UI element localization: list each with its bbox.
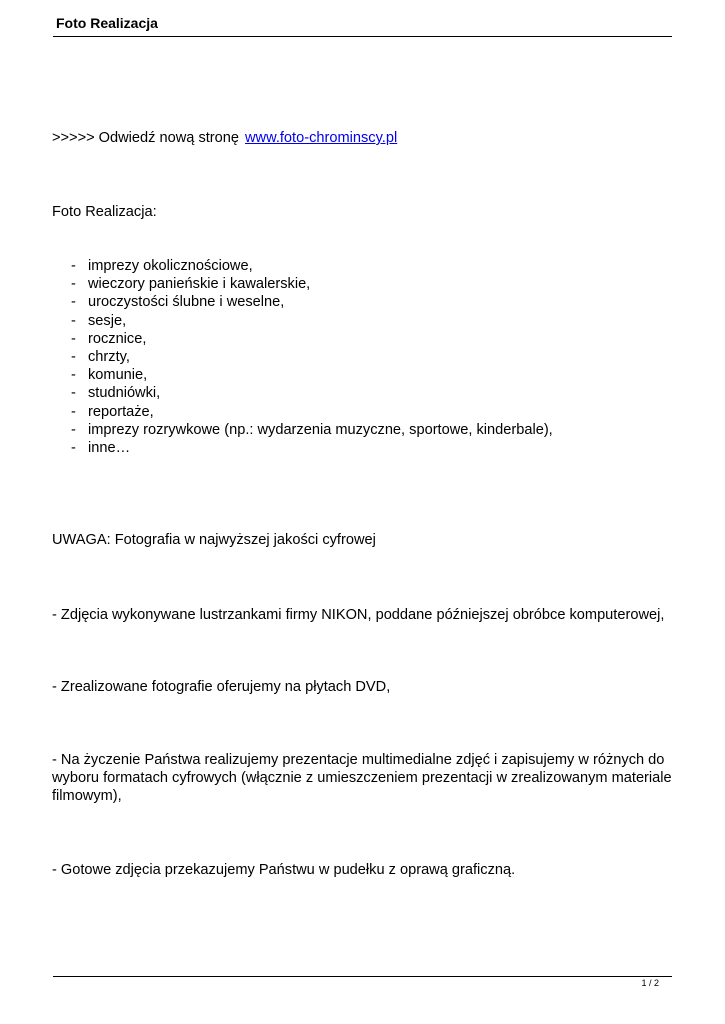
section-title: Foto Realizacja: (52, 204, 157, 220)
paragraph-box: - Gotowe zdjęcia przekazujemy Państwu w pudełku z oprawą graficzną. (52, 862, 516, 878)
list-marker: - (71, 276, 76, 293)
website-link[interactable]: www.foto-chrominscy.pl (245, 130, 398, 146)
page-footer (53, 976, 672, 988)
list-item (52, 275, 553, 293)
list-item (52, 403, 553, 421)
list-item-text: uroczystości ślubne i weselne, (88, 294, 285, 311)
list-item-text: imprezy okolicznościowe, (88, 258, 253, 274)
list-marker: - (71, 258, 76, 274)
note-title: UWAGA: Fotografia w najwyższej jakości cyfrowej (52, 532, 376, 548)
list-marker: - (71, 385, 76, 402)
list-item (52, 293, 553, 311)
services-list (52, 257, 553, 457)
visit-line (52, 129, 397, 147)
list-item (52, 312, 553, 330)
list-item-text: studniówki, (88, 385, 161, 402)
list-item (52, 384, 553, 402)
list-marker: - (71, 330, 76, 347)
list-marker: - (71, 403, 76, 420)
list-marker: - (71, 367, 76, 384)
list-marker: - (71, 312, 76, 329)
list-item-text: reportaże, (88, 403, 154, 420)
list-marker: - (71, 348, 76, 365)
page-header (53, 14, 672, 37)
list-item (52, 366, 553, 384)
paragraph-multimedia: - Na życzenie Państwa realizujemy prezentacje multimedialne zdjęć i zapisujemy w różnych do wyboru formatach cyfrowych (włącznie z umieszczeniem prezentacji w zrealizowanym materiale filmowym), (52, 752, 672, 805)
paragraph-nikon: - Zdjęcia wykonywane lustrzankami firmy NIKON, poddane późniejszej obróbce komputerowej, (52, 607, 665, 623)
paragraph-dvd: - Zrealizowane fotografie oferujemy na płytach DVD, (52, 679, 391, 695)
list-item-text: rocznice, (88, 330, 147, 347)
list-item (52, 348, 553, 366)
list-item-text: sesje, (88, 312, 127, 329)
list-item-text: chrzty, (88, 348, 130, 365)
list-item (52, 257, 553, 275)
list-marker: - (71, 294, 76, 311)
visit-text: >>>>> Odwiedź nową stronę (52, 130, 240, 146)
list-item (52, 421, 553, 439)
page-number: 1 / 2 (641, 978, 659, 988)
list-item-text: komunie, (88, 367, 148, 384)
list-item-text: imprezy rozrywkowe (np.: wydarzenia muzyczne, sportowe, kinderbale), (88, 421, 553, 438)
list-marker: - (71, 421, 76, 438)
list-item-text: wieczory panieńskie i kawalerskie, (88, 276, 311, 293)
list-item (52, 330, 553, 348)
list-item-text: inne… (88, 439, 131, 456)
list-item (52, 439, 553, 457)
header-title: Foto Realizacja (56, 15, 158, 31)
list-marker: - (71, 439, 76, 456)
